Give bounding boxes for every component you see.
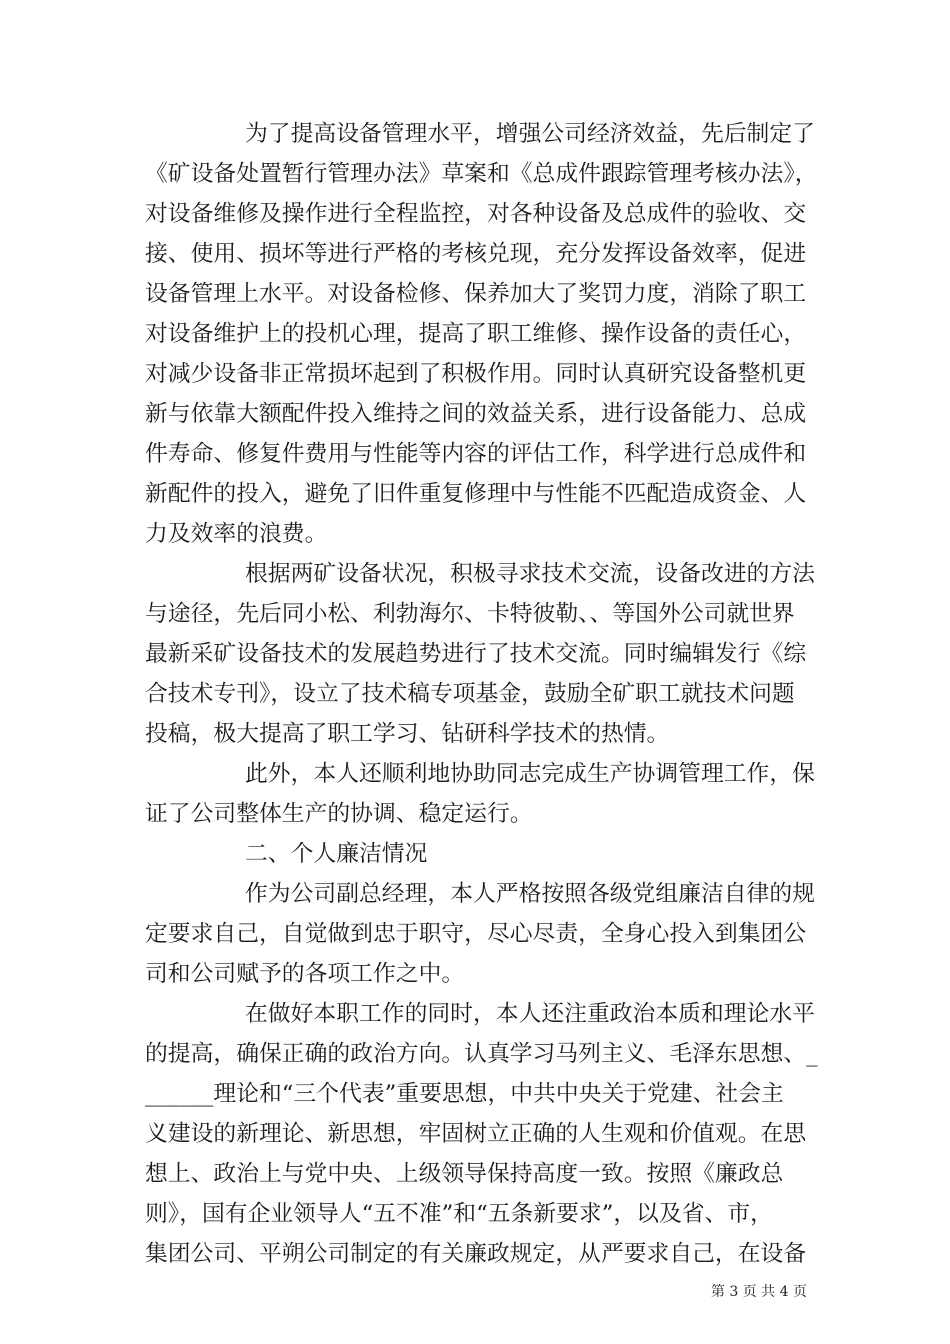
text-line: 接、使用、损坏等进行严格的考核兑现，充分发挥设备效率，促进 <box>145 241 807 267</box>
section-heading: 二、个人廉洁情况 <box>245 841 428 867</box>
text-line: 《矿设备处置暂行管理办法》草案和《总成件跟踪管理考核办法》， <box>145 161 818 187</box>
text-line: 新配件的投入，避免了旧件重复修理中与性能不匹配造成资金、人 <box>145 481 807 507</box>
text-line: 定要求自己，自觉做到忠于职守，尽心尽责，全身心投入到集团公 <box>145 921 807 947</box>
text-line: 为了提高设备管理水平，增强公司经济效益，先后制定了 <box>245 121 815 147</box>
text-line: 件寿命、修复件费用与性能等内容的评估工作，科学进行总成件和 <box>145 441 807 467</box>
text-line: 根据两矿设备状况，积极寻求技术交流，设备改进的方法 <box>245 561 815 587</box>
text-line: 力及效率的浪费。 <box>145 521 328 547</box>
text-line: 对设备维修及操作进行全程监控，对各种设备及总成件的验收、交 <box>145 201 807 227</box>
text-line: 新与依靠大额配件投入维持之间的效益关系，进行设备能力、总成 <box>145 401 807 427</box>
text-line: 与途径，先后同小松、利勃海尔、卡特彼勒、、等国外公司就世界 <box>145 601 795 627</box>
text-line: 想上、政治上与党中央、上级领导保持高度一致。按照《廉政总 <box>145 1161 784 1187</box>
text-line: 的提高，确保正确的政治方向。认真学习马列主义、毛泽东思想、_ <box>145 1041 818 1067</box>
text-line: 对减少设备非正常损坏起到了积极作用。同时认真研究设备整机更 <box>145 361 807 387</box>
text-line: 作为公司副总经理，本人严格按照各级党组廉洁自律的规 <box>245 881 815 907</box>
text-line: 对设备维护上的投机心理，提高了职工维修、操作设备的责任心， <box>145 321 807 347</box>
text-line: 设备管理上水平。对设备检修、保养加大了奖罚力度，消除了职工 <box>145 281 807 307</box>
text-line: 投稿，极大提高了职工学习、钻研科学技术的热情。 <box>145 721 670 747</box>
text-line: 合技术专刊》，设立了技术稿专项基金，鼓励全矿职工就技术问题 <box>145 681 795 707</box>
text-line: 集团公司、平朔公司制定的有关廉政规定，从严要求自己，在设备 <box>145 1241 807 1267</box>
text-line: 在做好本职工作的同时，本人还注重政治本质和理论水平 <box>245 1001 815 1027</box>
text-line: 证了公司整体生产的协调、稳定运行。 <box>145 801 533 827</box>
text-line: ______理论和“三个代表”重要思想，中共中央关于党建、社会主 <box>145 1081 784 1107</box>
text-line: 司和公司赋予的各项工作之中。 <box>145 961 465 987</box>
text-line: 最新采矿设备技术的发展趋势进行了技术交流。同时编辑发行《综 <box>145 641 807 667</box>
page-number: 第 3 页 共 4 页 <box>710 1284 807 1300</box>
text-line: 义建设的新理论、新思想，牢固树立正确的人生观和价值观。在思 <box>145 1121 807 1147</box>
text-line: 则》，国有企业领导人“五不准”和“五条新要求”，以及省、市， <box>145 1201 773 1227</box>
text-line: 此外，本人还顺利地协助同志完成生产协调管理工作，保 <box>245 761 815 787</box>
